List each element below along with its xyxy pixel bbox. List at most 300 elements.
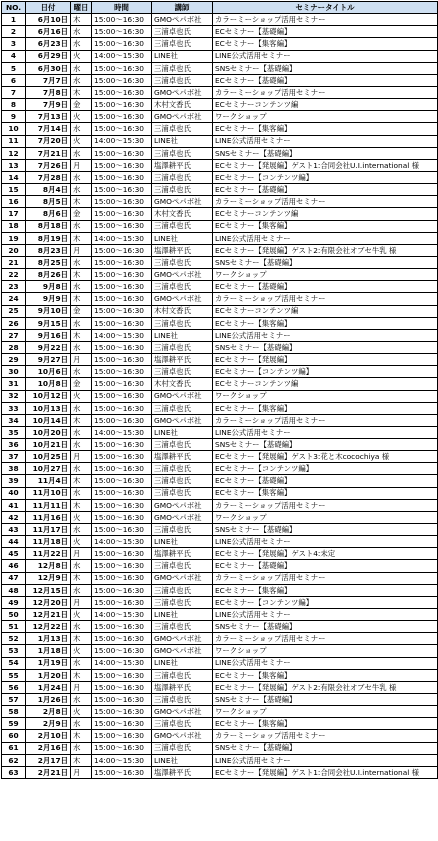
row-date: 10月27日 [26,463,71,475]
row-number: 32 [2,390,26,402]
row-seminar-title: ECセミナー【発展編】ゲスト2:有限会社オブセ牛乳 様 [213,681,438,693]
table-row [2,669,438,681]
row-date: 1月18日 [26,645,71,657]
row-lecturer: 三浦卓也氏 [152,123,213,135]
row-number: 26 [2,317,26,329]
row-lecturer: LINE社 [152,426,213,438]
row-date: 10月13日 [26,402,71,414]
row-time: 14:00～15:30 [92,329,152,341]
row-time: 15:00～16:30 [92,159,152,171]
row-lecturer: 三浦卓也氏 [152,366,213,378]
table-row [2,171,438,183]
seminar-schedule-table [1,1,438,779]
row-day-of-week: 月 [71,548,92,560]
row-seminar-title: ECセミナー【基礎編】 [213,26,438,38]
table-row [2,451,438,463]
row-seminar-title: ECセミナーコンテンツ編 [213,99,438,111]
table-row [2,293,438,305]
row-lecturer: 塩澤耕平氏 [152,548,213,560]
row-date: 8月4日 [26,184,71,196]
row-seminar-title: ECセミナー【基礎編】 [213,560,438,572]
row-day-of-week: 月 [71,244,92,256]
table-row [2,499,438,511]
table-row [2,766,438,778]
row-lecturer: 三浦卓也氏 [152,171,213,183]
row-day-of-week: 木 [71,14,92,26]
row-lecturer: GMOペパボ社 [152,499,213,511]
row-seminar-title: LINE公式活用セミナー [213,609,438,621]
row-date: 6月10日 [26,14,71,26]
row-seminar-title: LINE公式活用セミナー [213,50,438,62]
row-date: 9月27日 [26,354,71,366]
row-date: 7月21日 [26,147,71,159]
row-date: 12月20日 [26,596,71,608]
row-lecturer: 三浦卓也氏 [152,487,213,499]
row-lecturer: 木村文香氏 [152,99,213,111]
row-seminar-title: ECセミナー【基礎編】 [213,281,438,293]
row-seminar-title: ECセミナー【コンテンツ編】 [213,463,438,475]
row-seminar-title: カラーミーショップ活用セミナー [213,14,438,26]
row-date: 7月14日 [26,123,71,135]
row-seminar-title: カラーミーショップ活用セミナー [213,730,438,742]
row-time: 15:00～16:30 [92,524,152,536]
row-date: 6月30日 [26,62,71,74]
row-number: 50 [2,609,26,621]
row-number: 4 [2,50,26,62]
row-date: 1月19日 [26,657,71,669]
row-number: 3 [2,38,26,50]
row-lecturer: 三浦卓也氏 [152,621,213,633]
row-number: 63 [2,766,26,778]
row-date: 7月9日 [26,99,71,111]
table-row [2,645,438,657]
table-row [2,184,438,196]
row-time: 15:00～16:30 [92,706,152,718]
row-lecturer: 三浦卓也氏 [152,281,213,293]
table-row [2,681,438,693]
header-date: 日付 [26,2,71,14]
row-seminar-title: ECセミナー【コンテンツ編】 [213,171,438,183]
header-lecturer: 講師 [152,2,213,14]
row-date: 1月13日 [26,633,71,645]
table-row [2,475,438,487]
row-date: 2月8日 [26,706,71,718]
row-date: 12月21日 [26,609,71,621]
header-time: 時間 [92,2,152,14]
row-date: 11月17日 [26,524,71,536]
row-day-of-week: 水 [71,439,92,451]
table-row [2,694,438,706]
row-time: 15:00～16:30 [92,26,152,38]
row-day-of-week: 水 [71,341,92,353]
row-number: 5 [2,62,26,74]
row-time: 14:00～15:30 [92,657,152,669]
row-lecturer: LINE社 [152,754,213,766]
row-date: 8月6日 [26,208,71,220]
row-number: 14 [2,171,26,183]
table-row [2,584,438,596]
row-day-of-week: 火 [71,511,92,523]
row-day-of-week: 水 [71,402,92,414]
row-number: 1 [2,14,26,26]
row-number: 55 [2,669,26,681]
row-date: 8月18日 [26,220,71,232]
row-number: 34 [2,414,26,426]
row-time: 15:00～16:30 [92,38,152,50]
table-row [2,317,438,329]
row-time: 15:00～16:30 [92,621,152,633]
row-lecturer: 三浦卓也氏 [152,317,213,329]
row-number: 17 [2,208,26,220]
row-lecturer: 塩澤耕平氏 [152,354,213,366]
row-day-of-week: 水 [71,524,92,536]
row-seminar-title: カラーミーショップ活用セミナー [213,633,438,645]
row-day-of-week: 火 [71,609,92,621]
row-time: 14:00～15:30 [92,232,152,244]
row-lecturer: 塩澤耕平氏 [152,159,213,171]
row-number: 6 [2,74,26,86]
row-seminar-title: ワークショップ [213,390,438,402]
table-row [2,62,438,74]
row-day-of-week: 水 [71,281,92,293]
row-date: 11月16日 [26,511,71,523]
row-date: 9月9日 [26,293,71,305]
row-date: 12月9日 [26,572,71,584]
row-day-of-week: 月 [71,159,92,171]
row-day-of-week: 水 [71,123,92,135]
row-time: 15:00～16:30 [92,281,152,293]
row-number: 19 [2,232,26,244]
table-row [2,147,438,159]
row-seminar-title: ECセミナー【基礎編】 [213,74,438,86]
table-row [2,390,438,402]
row-seminar-title: SNSセミナー【基礎編】 [213,439,438,451]
row-number: 37 [2,451,26,463]
row-lecturer: GMOペパボ社 [152,730,213,742]
row-seminar-title: ECセミナー【集客編】 [213,317,438,329]
row-day-of-week: 月 [71,766,92,778]
row-time: 15:00～16:30 [92,596,152,608]
row-time: 15:00～16:30 [92,293,152,305]
row-date: 6月16日 [26,26,71,38]
table-row [2,487,438,499]
row-time: 15:00～16:30 [92,730,152,742]
row-time: 15:00～16:30 [92,475,152,487]
row-time: 15:00～16:30 [92,378,152,390]
row-day-of-week: 水 [71,171,92,183]
table-row [2,754,438,766]
row-day-of-week: 月 [71,451,92,463]
row-lecturer: GMOペパボ社 [152,111,213,123]
row-day-of-week: 水 [71,26,92,38]
table-row [2,742,438,754]
table-row [2,621,438,633]
row-lecturer: 三浦卓也氏 [152,669,213,681]
row-time: 15:00～16:30 [92,208,152,220]
row-lecturer: 木村文香氏 [152,378,213,390]
row-date: 2月21日 [26,766,71,778]
row-day-of-week: 火 [71,111,92,123]
row-lecturer: 三浦卓也氏 [152,475,213,487]
row-lecturer: 三浦卓也氏 [152,742,213,754]
row-day-of-week: 水 [71,718,92,730]
row-seminar-title: SNSセミナー【基礎編】 [213,256,438,268]
row-date: 8月25日 [26,256,71,268]
table-row [2,560,438,572]
table-row [2,511,438,523]
row-number: 60 [2,730,26,742]
row-time: 14:00～15:30 [92,135,152,147]
row-time: 15:00～16:30 [92,742,152,754]
row-time: 14:00～15:30 [92,426,152,438]
row-lecturer: 木村文香氏 [152,208,213,220]
row-seminar-title: カラーミーショップ活用セミナー [213,196,438,208]
row-seminar-title: ECセミナー【集客編】 [213,123,438,135]
row-number: 21 [2,256,26,268]
row-number: 10 [2,123,26,135]
row-lecturer: GMOペパボ社 [152,511,213,523]
row-seminar-title: ECセミナー【発展編】ゲスト1:合同会社U.I.international 様 [213,766,438,778]
table-row [2,196,438,208]
row-lecturer: LINE社 [152,657,213,669]
row-time: 15:00～16:30 [92,14,152,26]
header-no: NO. [2,2,26,14]
row-lecturer: 三浦卓也氏 [152,694,213,706]
row-number: 57 [2,694,26,706]
row-lecturer: 三浦卓也氏 [152,184,213,196]
table-row [2,99,438,111]
row-day-of-week: 木 [71,269,92,281]
row-date: 2月10日 [26,730,71,742]
row-lecturer: GMOペパボ社 [152,390,213,402]
row-date: 9月22日 [26,341,71,353]
row-date: 12月15日 [26,584,71,596]
row-number: 47 [2,572,26,584]
row-time: 15:00～16:30 [92,123,152,135]
row-day-of-week: 木 [71,730,92,742]
row-seminar-title: ワークショップ [213,511,438,523]
row-date: 9月15日 [26,317,71,329]
header-seminar-title: セミナータイトル [213,2,438,14]
row-number: 18 [2,220,26,232]
row-time: 14:00～15:30 [92,536,152,548]
row-seminar-title: LINE公式活用セミナー [213,754,438,766]
row-day-of-week: 水 [71,742,92,754]
row-seminar-title: ワークショップ [213,706,438,718]
row-seminar-title: ECセミナー【発展編】 [213,354,438,366]
table-row [2,305,438,317]
row-time: 15:00～16:30 [92,572,152,584]
row-day-of-week: 水 [71,366,92,378]
row-lecturer: 三浦卓也氏 [152,74,213,86]
row-day-of-week: 金 [71,99,92,111]
row-lecturer: 三浦卓也氏 [152,560,213,572]
table-row [2,111,438,123]
row-number: 40 [2,487,26,499]
row-lecturer: LINE社 [152,609,213,621]
row-day-of-week: 火 [71,50,92,62]
table-row [2,706,438,718]
row-lecturer: 三浦卓也氏 [152,341,213,353]
table-row [2,269,438,281]
row-date: 9月16日 [26,329,71,341]
row-day-of-week: 木 [71,499,92,511]
row-date: 10月6日 [26,366,71,378]
header-day-of-week: 曜日 [71,2,92,14]
row-day-of-week: 木 [71,754,92,766]
row-date: 10月14日 [26,414,71,426]
row-time: 15:00～16:30 [92,305,152,317]
row-number: 49 [2,596,26,608]
row-date: 10月20日 [26,426,71,438]
row-date: 8月26日 [26,269,71,281]
row-time: 15:00～16:30 [92,354,152,366]
row-number: 52 [2,633,26,645]
row-day-of-week: 木 [71,669,92,681]
row-date: 1月26日 [26,694,71,706]
table-row [2,414,438,426]
row-time: 15:00～16:30 [92,317,152,329]
row-number: 51 [2,621,26,633]
row-date: 8月5日 [26,196,71,208]
row-number: 13 [2,159,26,171]
table-row [2,123,438,135]
row-time: 14:00～15:30 [92,50,152,62]
row-seminar-title: SNSセミナー【基礎編】 [213,694,438,706]
row-number: 8 [2,99,26,111]
row-date: 11月22日 [26,548,71,560]
row-number: 36 [2,439,26,451]
row-time: 15:00～16:30 [92,548,152,560]
row-lecturer: 三浦卓也氏 [152,220,213,232]
row-date: 11月11日 [26,499,71,511]
row-number: 44 [2,536,26,548]
row-time: 15:00～16:30 [92,184,152,196]
table-row [2,596,438,608]
row-date: 7月20日 [26,135,71,147]
row-seminar-title: SNSセミナー【基礎編】 [213,742,438,754]
table-row [2,14,438,26]
row-day-of-week: 水 [71,74,92,86]
row-lecturer: 三浦卓也氏 [152,524,213,536]
row-date: 12月22日 [26,621,71,633]
row-date: 10月12日 [26,390,71,402]
table-row [2,730,438,742]
row-day-of-week: 水 [71,256,92,268]
row-time: 14:00～15:30 [92,609,152,621]
row-seminar-title: ECセミナー【集客編】 [213,718,438,730]
row-day-of-week: 月 [71,354,92,366]
row-number: 53 [2,645,26,657]
row-lecturer: LINE社 [152,50,213,62]
row-lecturer: GMOペパボ社 [152,293,213,305]
row-lecturer: 塩澤耕平氏 [152,244,213,256]
row-number: 11 [2,135,26,147]
row-date: 7月8日 [26,86,71,98]
row-date: 8月19日 [26,232,71,244]
row-time: 15:00～16:30 [92,560,152,572]
row-number: 48 [2,584,26,596]
row-date: 2月17日 [26,754,71,766]
row-number: 16 [2,196,26,208]
row-day-of-week: 水 [71,487,92,499]
table-row [2,329,438,341]
table-row [2,366,438,378]
row-time: 15:00～16:30 [92,86,152,98]
table-row [2,26,438,38]
row-day-of-week: 水 [71,147,92,159]
row-seminar-title: SNSセミナー【基礎編】 [213,621,438,633]
row-seminar-title: LINE公式活用セミナー [213,135,438,147]
row-date: 10月21日 [26,439,71,451]
row-number: 39 [2,475,26,487]
row-date: 7月13日 [26,111,71,123]
row-number: 12 [2,147,26,159]
row-date: 7月26日 [26,159,71,171]
row-seminar-title: ECセミナー【集客編】 [213,487,438,499]
row-day-of-week: 火 [71,645,92,657]
table-row [2,439,438,451]
row-date: 6月23日 [26,38,71,50]
row-time: 15:00～16:30 [92,390,152,402]
row-number: 24 [2,293,26,305]
row-date: 2月16日 [26,742,71,754]
row-number: 22 [2,269,26,281]
row-day-of-week: 水 [71,621,92,633]
row-lecturer: GMOペパボ社 [152,86,213,98]
row-lecturer: GMOペパボ社 [152,269,213,281]
row-date: 12月8日 [26,560,71,572]
table-row [2,341,438,353]
row-seminar-title: SNSセミナー【基礎編】 [213,524,438,536]
row-lecturer: 三浦卓也氏 [152,147,213,159]
row-number: 35 [2,426,26,438]
table-row [2,38,438,50]
row-time: 15:00～16:30 [92,402,152,414]
table-row [2,232,438,244]
row-time: 15:00～16:30 [92,147,152,159]
table-row [2,524,438,536]
row-lecturer: LINE社 [152,135,213,147]
row-day-of-week: 火 [71,536,92,548]
row-number: 30 [2,366,26,378]
row-day-of-week: 木 [71,475,92,487]
table-row [2,426,438,438]
table-row [2,657,438,669]
row-seminar-title: ECセミナー【集客編】 [213,584,438,596]
row-number: 9 [2,111,26,123]
row-day-of-week: 木 [71,196,92,208]
row-lecturer: 三浦卓也氏 [152,584,213,596]
row-lecturer: GMOペパボ社 [152,196,213,208]
row-day-of-week: 金 [71,305,92,317]
row-number: 23 [2,281,26,293]
row-day-of-week: 水 [71,426,92,438]
row-date: 7月7日 [26,74,71,86]
table-row [2,463,438,475]
row-seminar-title: ワークショップ [213,269,438,281]
row-date: 6月29日 [26,50,71,62]
table-row [2,572,438,584]
row-number: 28 [2,341,26,353]
row-seminar-title: ECセミナーコンテンツ編 [213,378,438,390]
row-lecturer: 三浦卓也氏 [152,256,213,268]
row-day-of-week: 木 [71,633,92,645]
row-seminar-title: SNSセミナー【基礎編】 [213,62,438,74]
row-time: 15:00～16:30 [92,256,152,268]
row-time: 15:00～16:30 [92,645,152,657]
row-lecturer: 三浦卓也氏 [152,718,213,730]
